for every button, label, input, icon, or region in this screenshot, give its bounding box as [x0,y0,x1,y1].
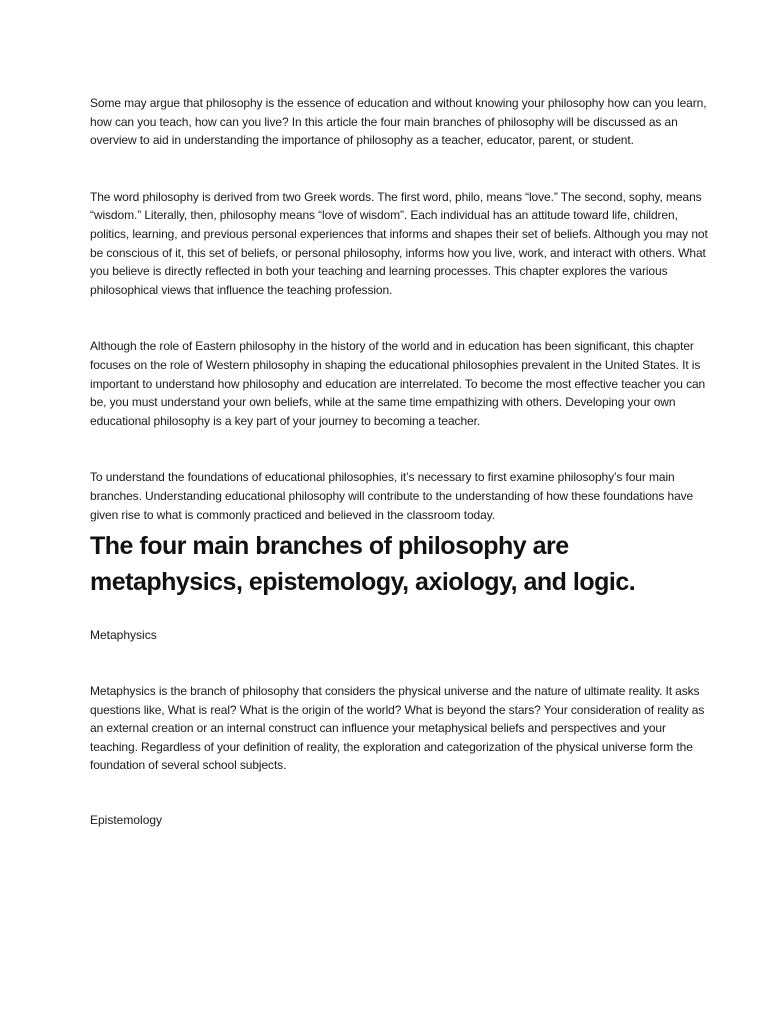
branches-heading: The four main branches of philosophy are metaphysics, epistemology, axiology, and logic. [90,532,636,597]
section-title-epistemology: Epistemology [90,813,163,828]
definition-paragraph: The word philosophy is derived from two Greek words. The first word, philo, means “love.” The second, sophy, means “wisdom.” Literally, then, philosophy means “love of wisdom”. Each individual has an attitude toward life, children, politics, learning, and previous personal experiences that informs and shapes their set of beliefs. Although you may not be conscious of it, this set of beliefs, or personal philosophy, informs how you live, work, and interact with others. What you believe is directly reflected in both your teaching and learning processes. This chapter explores the various philosophical views that influence the teaching profession. [90,189,708,297]
section-body-metaphysics: Metaphysics is the branch of philosophy that considers the physical universe and the nature of ultimate reality. It asks questions like, What is real? What is the origin of the world? What is beyond the stars? Your consideration of reality as an external creation or an internal construct can influence your metaphysical beliefs and perspectives and your teaching. Regardless of your definition of reality, the exploration and categorization of the physical universe form the foundation of several school subjects. [90,684,705,773]
intro-paragraph: Some may argue that philosophy is the essence of education and without knowing your philosophy how can you learn, how can you teach, how can you live? In this article the four main branches of philosophy will be discussed as an overview to aid in understanding the importance of philosophy as a teacher, educator, parent, or student. [90,96,707,148]
western-philosophy-paragraph: Although the role of Eastern philosophy in the history of the world and in education has been significant, this chapter focuses on the role of Western philosophy in shaping the educational philosophies prevalent in the United States. It is important to understand how philosophy and education are interrelated. To become the most effective teacher you can be, you must understand your own beliefs, while at the same time empathizing with others. Developing your own educational philosophy is a key part of your journey to becoming a teacher. [90,339,706,428]
section-title-metaphysics: Metaphysics [90,628,157,643]
foundations-paragraph: To understand the foundations of educational philosophies, it’s necessary to first examine philosophy’s four main branches. Understanding educational philosophy will contribute to the understanding of how these foundations have given rise to what is commonly practiced and believed in the classroom today. [90,470,694,522]
